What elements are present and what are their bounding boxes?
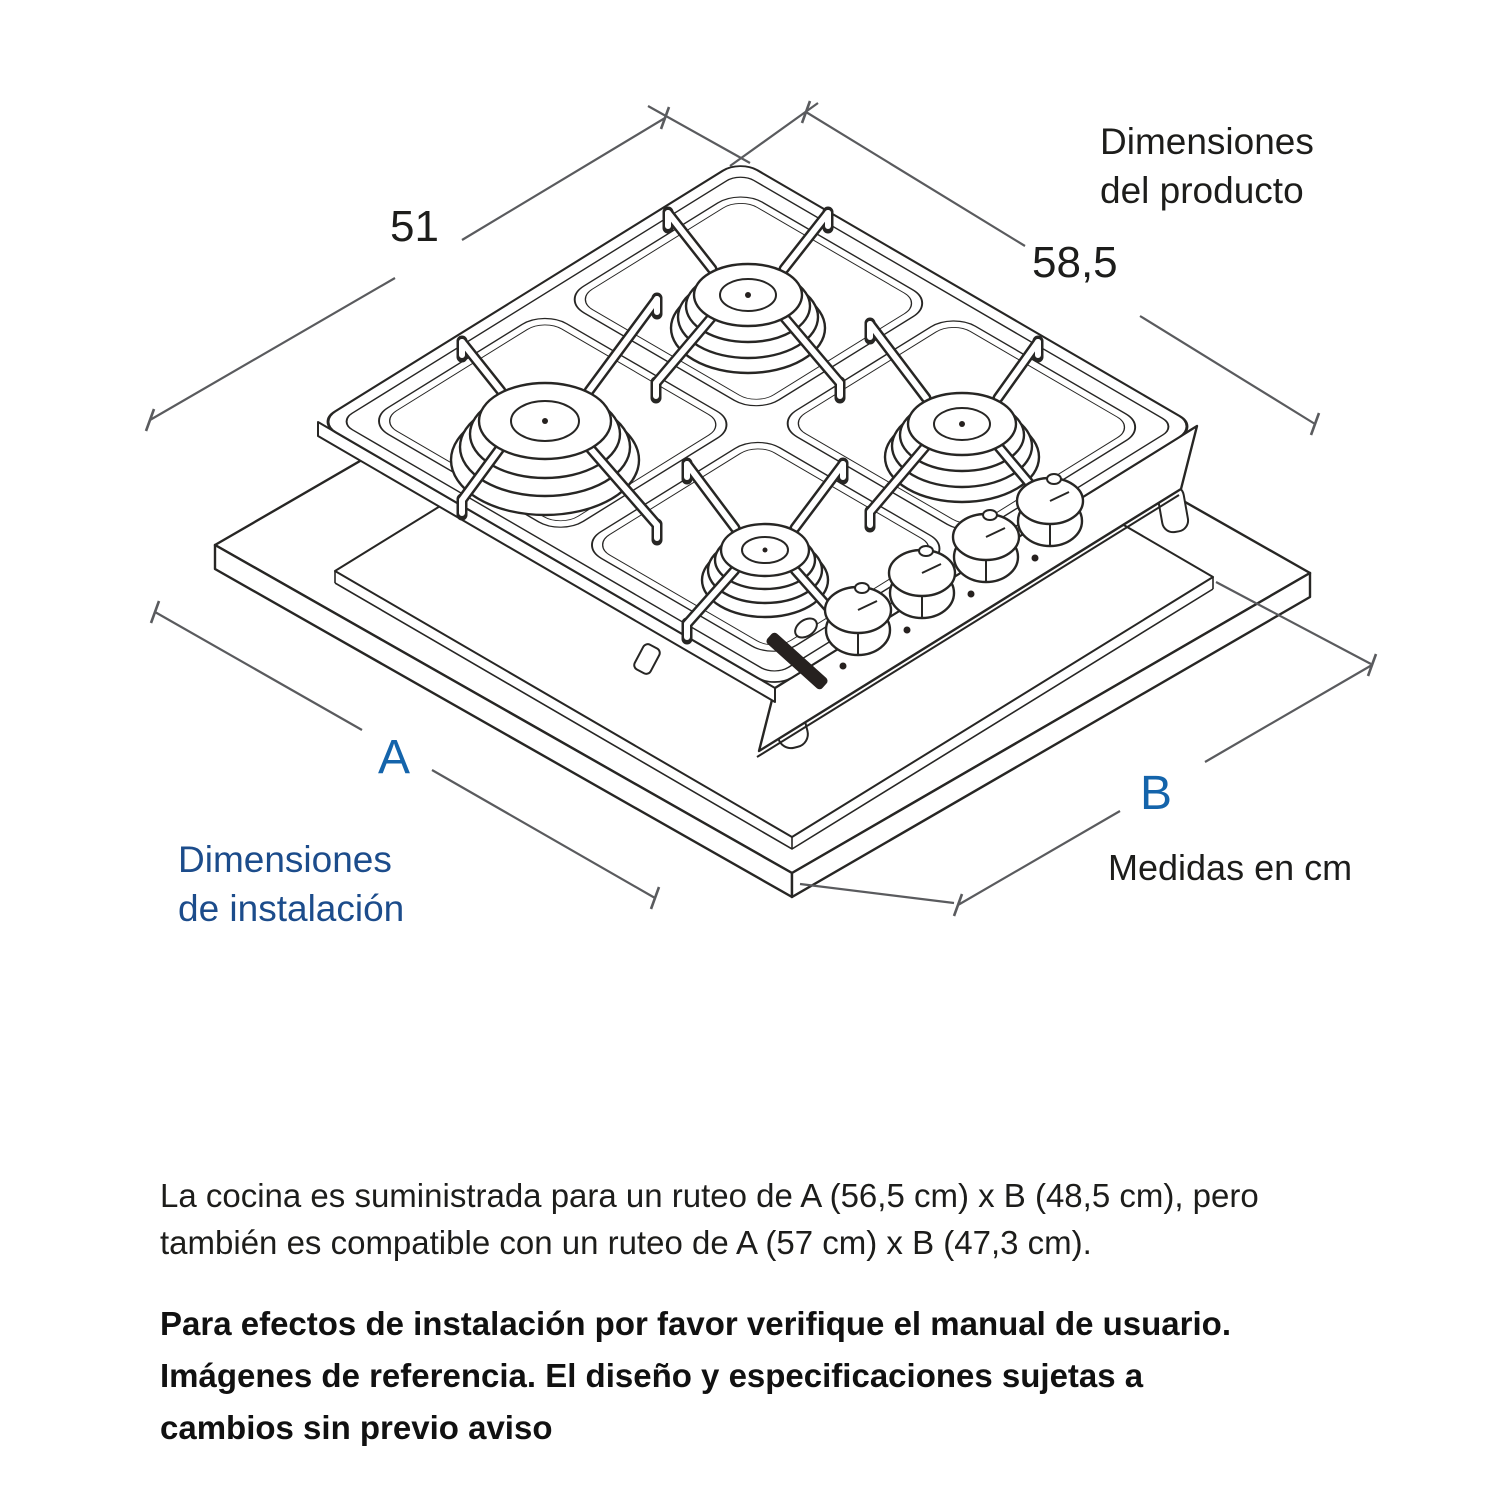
disclaimer-line: Para efectos de instalación por favor verifique el manual de usuario. [160,1305,1232,1342]
control-knob-3 [953,510,1019,582]
units-label: Medidas en cm [1108,847,1353,888]
installation-dimensions-caption [178,836,404,934]
disclaimer-line: Imágenes de referencia. El diseño y especificaciones sujetas a [160,1357,1144,1394]
product-dimensions-caption [1100,118,1314,216]
routing-note-line: La cocina es suministrada para un ruteo de A (56,5 cm) x B (48,5 cm), pero [160,1177,1259,1214]
control-knob-1 [825,583,891,655]
extension-line-top-left [648,106,750,163]
dimension-label-51: 51 [390,202,439,251]
control-knob-4 [1017,474,1083,546]
control-knob-2 [889,546,955,618]
routing-note-line: también es compatible con un ruteo de A (57 cm) x B (47,3 cm). [160,1224,1092,1261]
caption-line: Dimensiones [1100,121,1314,162]
caption-line: Dimensiones [178,839,392,880]
caption-line: de instalación [178,887,405,929]
disclaimer-line: cambios sin previo aviso [160,1409,553,1446]
dimension-label-A: A [378,731,411,784]
extension-line-counter-front [800,884,954,903]
caption-line: del producto [1100,169,1304,211]
dimension-label-B: B [1140,767,1173,820]
dimension-label-585: 58,5 [1032,238,1118,287]
routing-note [160,1172,1259,1266]
disclaimer-note [160,1298,1231,1454]
